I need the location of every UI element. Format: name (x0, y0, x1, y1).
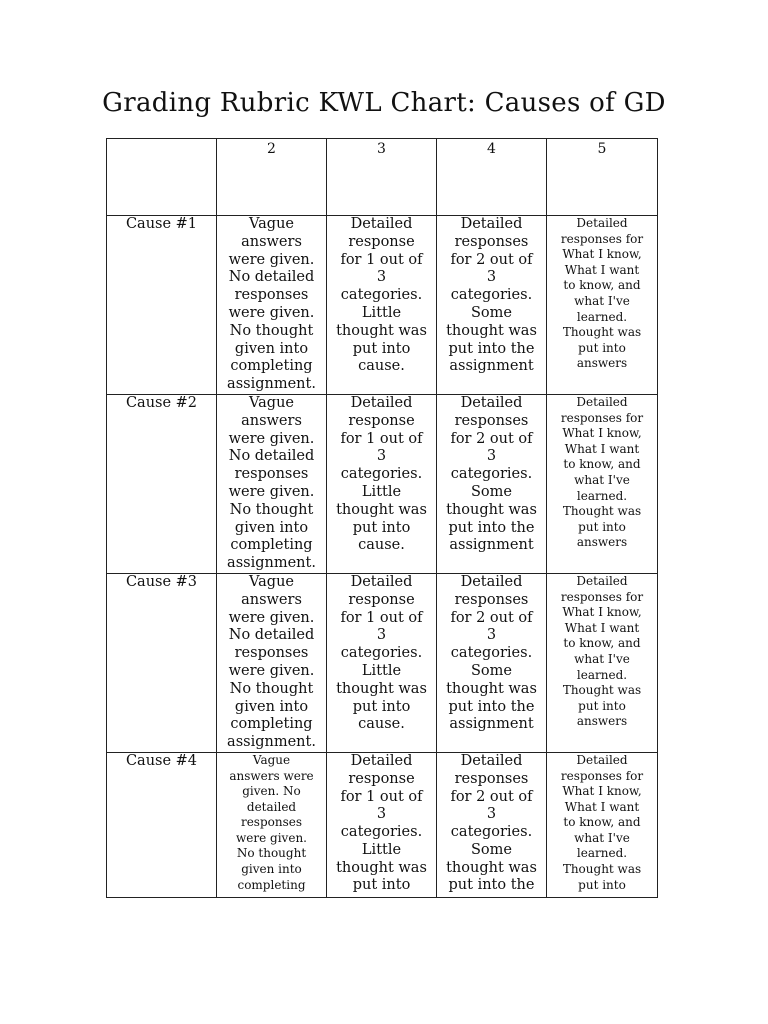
criteria-cell-score-5 (547, 573, 658, 752)
table-row-cause-4 (107, 752, 658, 897)
table-row-cause-1 (107, 216, 658, 395)
criteria-cell-score-5 (547, 394, 658, 573)
criteria-text: Detailed responses for What I know, What I want to know, and what I've learned. Thought was put into answers (560, 573, 644, 729)
criteria-text: Vague answers were given. No detailed responses were given. No thought given into completing assignment. (227, 394, 316, 572)
header-cell-score-3: 3 (327, 139, 437, 216)
criteria-cell-score-4 (437, 394, 547, 573)
criteria-cell-score-3 (327, 752, 437, 897)
criteria-text: Detailed responses for 2 out of 3 categories. Some thought was put into the assignment (446, 573, 537, 733)
criteria-text: Detailed responses for 2 out of 3 categories. Some thought was put into the assignment (446, 216, 537, 375)
criteria-text: Detailed responses for What I know, What I want to know, and what I've learned. Thought was put into (560, 752, 644, 892)
criteria-cell-score-2 (217, 573, 327, 752)
criteria-cell-score-2 (217, 216, 327, 395)
criteria-cell-score-4 (437, 216, 547, 395)
criteria-text: Detailed response for 1 out of 3 categories. Little thought was put into cause. (336, 394, 427, 554)
row-label: Cause #1 (107, 216, 217, 395)
criteria-text: Vague answers were given. No detailed responses were given. No thought given into completing assignment. (227, 216, 316, 393)
header-cell-empty (107, 139, 217, 216)
criteria-text: Detailed responses for 2 out of 3 categories. Some thought was put into the (446, 752, 537, 894)
criteria-cell-score-4 (437, 752, 547, 897)
row-label: Cause #2 (107, 394, 217, 573)
rubric-table (106, 138, 658, 898)
header-cell-score-5: 5 (547, 139, 658, 216)
criteria-cell-score-2 (217, 752, 327, 897)
header-cell-score-2: 2 (217, 139, 327, 216)
criteria-cell-score-2 (217, 394, 327, 573)
criteria-text: Detailed responses for What I know, What I want to know, and what I've learned. Thought was put into answers (560, 216, 644, 371)
header-row (107, 139, 658, 216)
criteria-cell-score-4 (437, 573, 547, 752)
criteria-cell-score-3 (327, 216, 437, 395)
criteria-text: Vague answers were given. No detailed responses were given. No thought given into completing assignment. (227, 573, 316, 751)
row-label: Cause #4 (107, 752, 217, 897)
criteria-cell-score-5 (547, 216, 658, 395)
table-row-cause-3 (107, 573, 658, 752)
criteria-text: Detailed response for 1 out of 3 categories. Little thought was put into (336, 752, 427, 894)
table-row-cause-2 (107, 394, 658, 573)
row-label: Cause #3 (107, 573, 217, 752)
criteria-cell-score-3 (327, 573, 437, 752)
criteria-text: Detailed responses for 2 out of 3 categories. Some thought was put into the assignment (446, 394, 537, 554)
criteria-cell-score-5 (547, 752, 658, 897)
page-title: Grading Rubric KWL Chart: Causes of GD (102, 88, 666, 118)
criteria-text: Vague answers were given. No detailed responses were given. No thought given into completing (229, 752, 314, 892)
criteria-text: Detailed responses for What I know, What I want to know, and what I've learned. Thought was put into answers (560, 394, 644, 550)
criteria-text: Detailed response for 1 out of 3 categories. Little thought was put into cause. (336, 573, 427, 733)
header-cell-score-4: 4 (437, 139, 547, 216)
criteria-text: Detailed response for 1 out of 3 categories. Little thought was put into cause. (336, 216, 427, 375)
criteria-cell-score-3 (327, 394, 437, 573)
